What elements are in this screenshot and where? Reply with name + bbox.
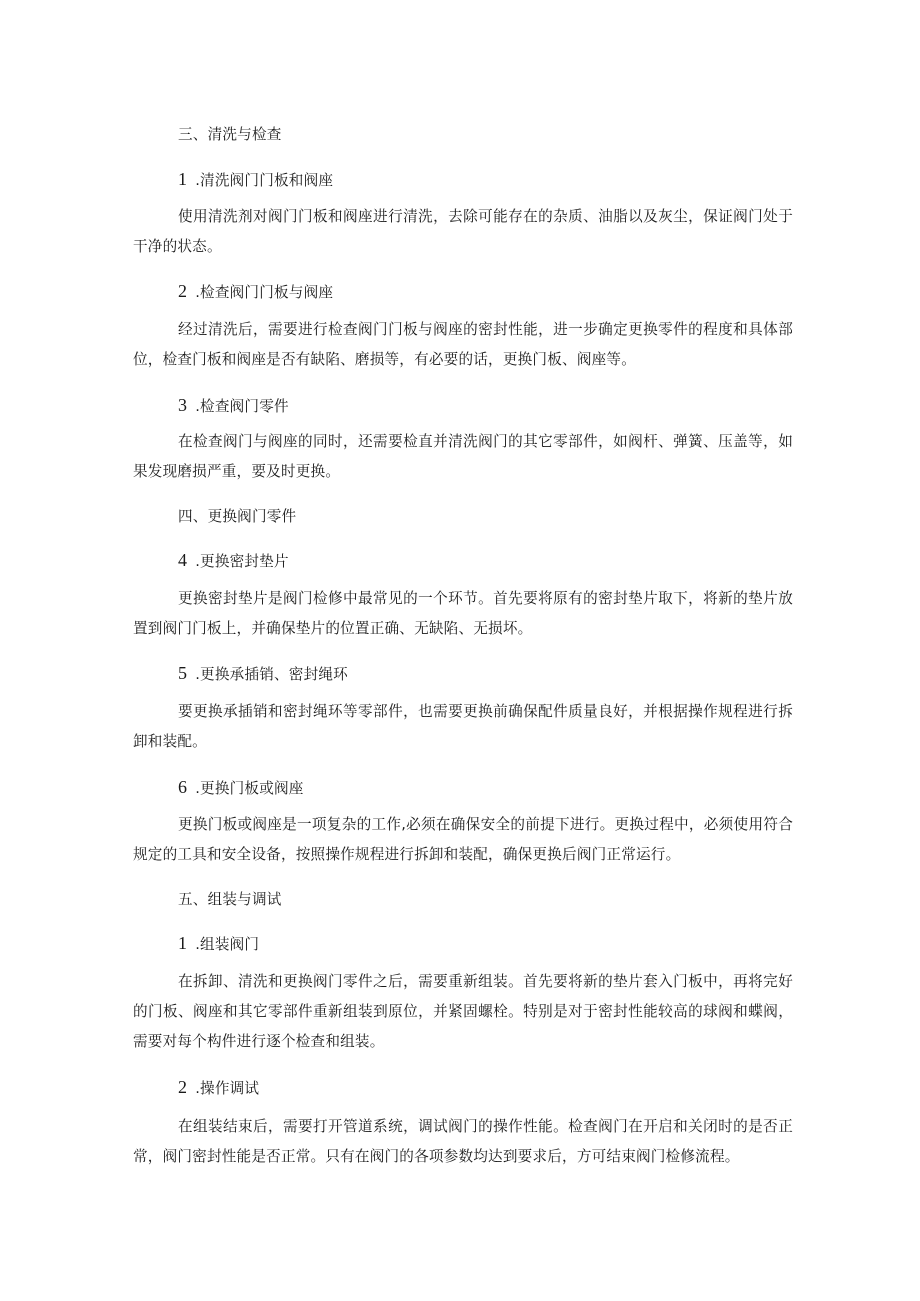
section-heading: 四、更换阀门零件 [178, 508, 297, 525]
paragraph: 使用清洗剂对阀门门板和阀座进行清洗，去除可能存在的杂质、油脂以及灰尘，保证阀门处于干净的状态。 [133, 208, 793, 255]
item-number: 1 [178, 933, 188, 953]
item-title: .清洗阀门门板和阀座 [195, 172, 334, 189]
section-heading: 三、清洗与检查 [178, 126, 282, 143]
item-number: 2 [178, 1077, 188, 1097]
item-title: .检查阀门门板与阀座 [195, 284, 334, 301]
item-title: .操作调试 [195, 1080, 260, 1097]
paragraph: 经过清洗后，需要进行检查阀门门板与阀座的密封性能，进一步确定更换零件的程度和具体部位，检查门板和阀座是否有缺陷、磨损等，有必要的话，更换门板、阀座等。 [133, 321, 793, 368]
item-heading [133, 772, 793, 804]
paragraph: 要更换承插销和密封绳环等零部件，也需要更换前确保配件质量良好，并根据操作规程进行拆卸和装配。 [133, 703, 793, 750]
item-heading [133, 164, 793, 196]
paragraph: 在拆卸、清洗和更换阀门零件之后，需要重新组装。首先要将新的垫片套入门板中，再将完好的门板、阀座和其它零部件重新组装到原位，并紧固螺栓。特别是对于密封性能较高的球阀和蝶阀，需要对每个构件进行逐个检查和组装。 [133, 973, 793, 1050]
item-title: .检查阀门零件 [195, 398, 289, 415]
item-title: .更换密封垫片 [195, 553, 289, 570]
paragraph: 更换密封垫片是阀门检修中最常见的一个环节。首先要将原有的密封垫片取下，将新的垫片放置到阀门门板上，并确保垫片的位置正确、无缺陷、无损坏。 [133, 590, 793, 637]
paragraph: 更换门板或阀座是一项复杂的工作,必须在确保安全的前提下进行。更换过程中，必须使用符合规定的工具和安全设备，按照操作规程进行拆卸和装配，确保更换后阀门正常运行。 [133, 816, 793, 863]
section-heading: 五、组装与调试 [178, 891, 282, 908]
item-title: .更换门板或阀座 [195, 780, 304, 797]
item-number: 6 [178, 777, 188, 797]
item-number: 2 [178, 281, 188, 301]
item-heading [133, 928, 793, 960]
item-title: .更换承插销、密封绳环 [195, 666, 348, 683]
item-number: 4 [178, 550, 188, 570]
item-heading [133, 1072, 793, 1104]
paragraph: 在组装结束后，需要打开管道系统，调试阀门的操作性能。检查阀门在开启和关闭时的是否正常，阀门密封性能是否正常。只有在阀门的各项参数均达到要求后，方可结束阀门检修流程。 [133, 1118, 793, 1165]
item-heading [133, 658, 793, 690]
item-number: 3 [178, 395, 188, 415]
item-heading [133, 276, 793, 308]
paragraph: 在检查阀门与阀座的同时，还需要检直并清洗阀门的其它零部件，如阀杆、弹簧、压盖等，如果发现磨损严重，要及时更换。 [133, 433, 793, 480]
item-heading [133, 390, 793, 422]
item-number: 1 [178, 169, 188, 189]
item-number: 5 [178, 663, 188, 683]
item-title: .组装阀门 [195, 936, 260, 953]
item-heading [133, 545, 793, 577]
